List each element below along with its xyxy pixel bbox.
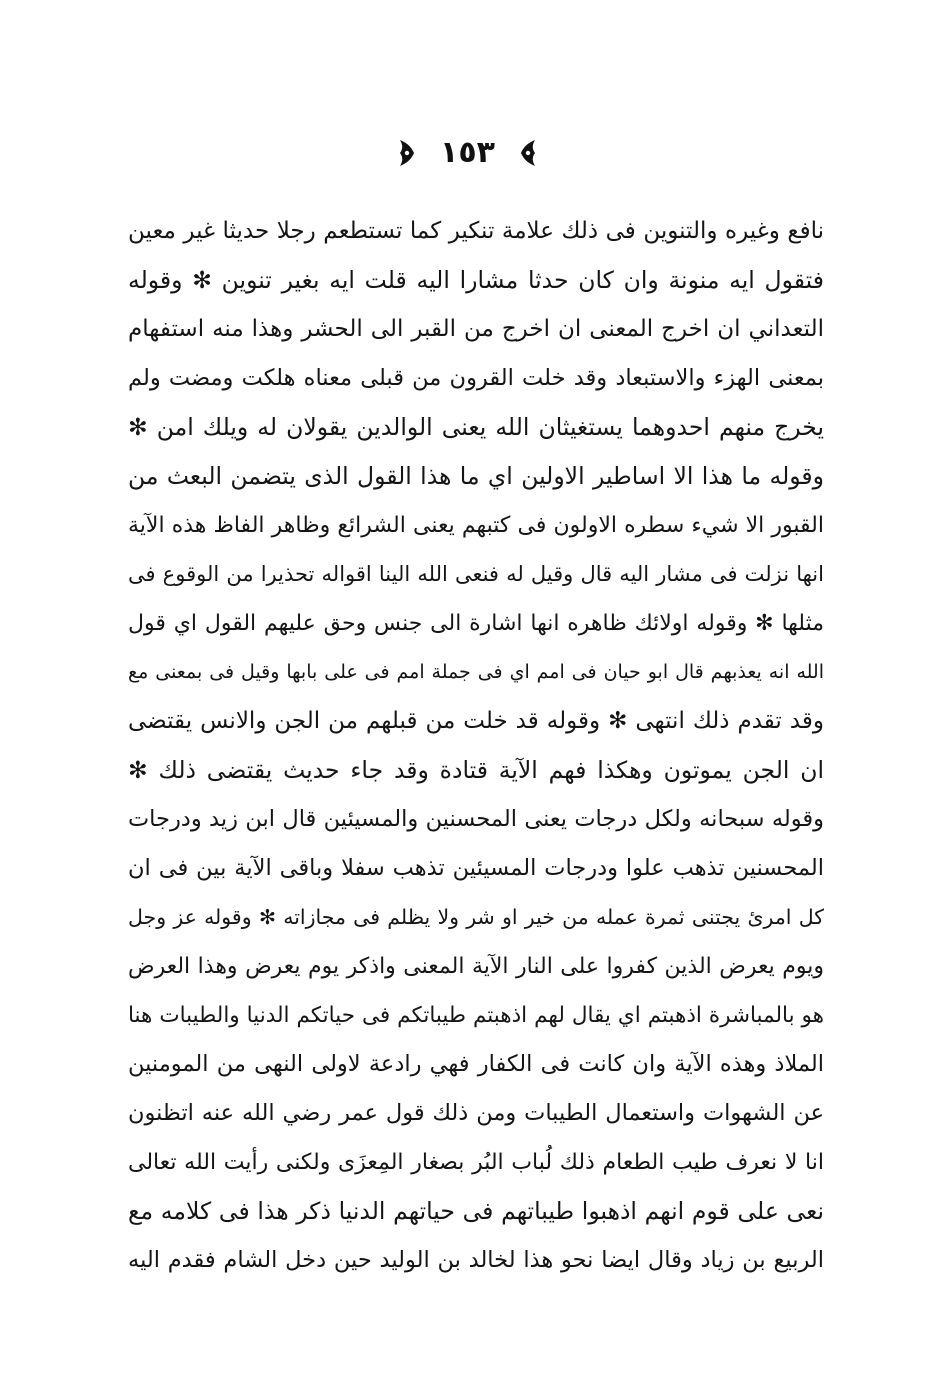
text-line: وقد تقدم ذلك انتهى ✻ وقوله قد خلت من قبلهم من الجن والانس يقتضى — [128, 708, 824, 734]
text-line: الملاذ وهذه الآية وان كانت فى الكفار فهي رادعة لاولى النهى من المومنين — [128, 1051, 824, 1077]
text-line: مثلها ✻ وقوله اولائك ظاهره انها اشارة الى جنس وحق عليهم القول اي قول — [128, 611, 824, 636]
text-line: عن الشهوات واستعمال الطيبات ومن ذلك قول عمر رضي الله عنه اتظنون — [128, 1100, 824, 1126]
text-line: ان الجن يموتون وهكذا فهم الآية قتادة وقد جاء حديث يقتضى ذلك ✻ — [128, 756, 824, 784]
fleuron-left-icon — [396, 138, 418, 168]
page-number: ١٥٣ — [440, 135, 495, 170]
text-line: المحسنين تذهب علوا ودرجات المسيئين تذهب سفلا وباقى الآية بين فى ان — [128, 855, 824, 881]
page-header — [0, 128, 935, 178]
text-line: نافع وغيره والتنوين فى ذلك علامة تنكير كما تستطعم رجلا حديثا غير معين — [128, 218, 824, 244]
text-line: وقوله سبحانه ولكل درجات يعنى المحسنين والمسيئين قال ابن زيد ودرجات — [128, 806, 824, 832]
fleuron-right-icon — [517, 138, 539, 168]
text-line: كل امرئ يجتنى ثمرة عمله من خير او شر ولا يظلم فى مجازاته ✻ وقوله عز وجل — [128, 905, 824, 929]
text-line: التعداني ان اخرج المعنى ان اخرج من القبر الى الحشر وهذا منه استفهام — [128, 316, 824, 342]
text-line: الله انه يعذبهم قال ابو حيان فى امم اي فى جملة امم فى على بابها وقيل فى بمعنى مع — [128, 661, 824, 683]
text-line: انا لا نعرف طيب الطعام ذلك لُباب البُر بصغار المِعزَى ولكنى رأيت الله تعالى — [128, 1150, 824, 1175]
text-line: ويوم يعرض الذين كفروا على النار الآية المعنى واذكر يوم يعرض وهذا العرض — [128, 954, 824, 979]
text-line: بمعنى الهزء والاستبعاد وقد خلت القرون من قبلى معناه هلكت ومضت ولم — [128, 365, 824, 391]
text-line: وقوله ما هذا الا اساطير الاولين اي ما هذا القول الذى يتضمن البعث من — [128, 462, 824, 490]
text-line: الربيع بن زياد وقال ايضا نحو هذا لخالد بن الوليد حين دخل الشام فقدم اليه — [128, 1247, 824, 1273]
text-line: يخرج منهم احدوهما يستغيثان الله يعنى الوالدين يقولان له ويلك امن ✻ — [128, 413, 824, 441]
text-line: نعى على قوم انهم اذهبوا طيباتهم فى حياتهم الدنيا ذكر هذا فى كلامه مع — [128, 1197, 824, 1225]
text-line: القبور الا شيء سطره الاولون فى كتبهم يعنى الشرائع وظاهر الفاظ هذه الآية — [128, 513, 824, 538]
text-line: انها نزلت فى مشار اليه قال وقيل له فنعى الله الينا اقواله تحذيرا من الوقوع فى — [128, 562, 824, 586]
body-text — [128, 207, 824, 1285]
text-line: هو بالمباشرة اذهبتم اي يقال لهم اذهبتم طيباتكم فى حياتكم الدنيا والطيبات هنا — [128, 1003, 824, 1028]
text-line: فتقول ايه منونة وان كان حدثا مشارا اليه قلت ايه بغير تنوين ✻ وقوله — [128, 266, 824, 294]
